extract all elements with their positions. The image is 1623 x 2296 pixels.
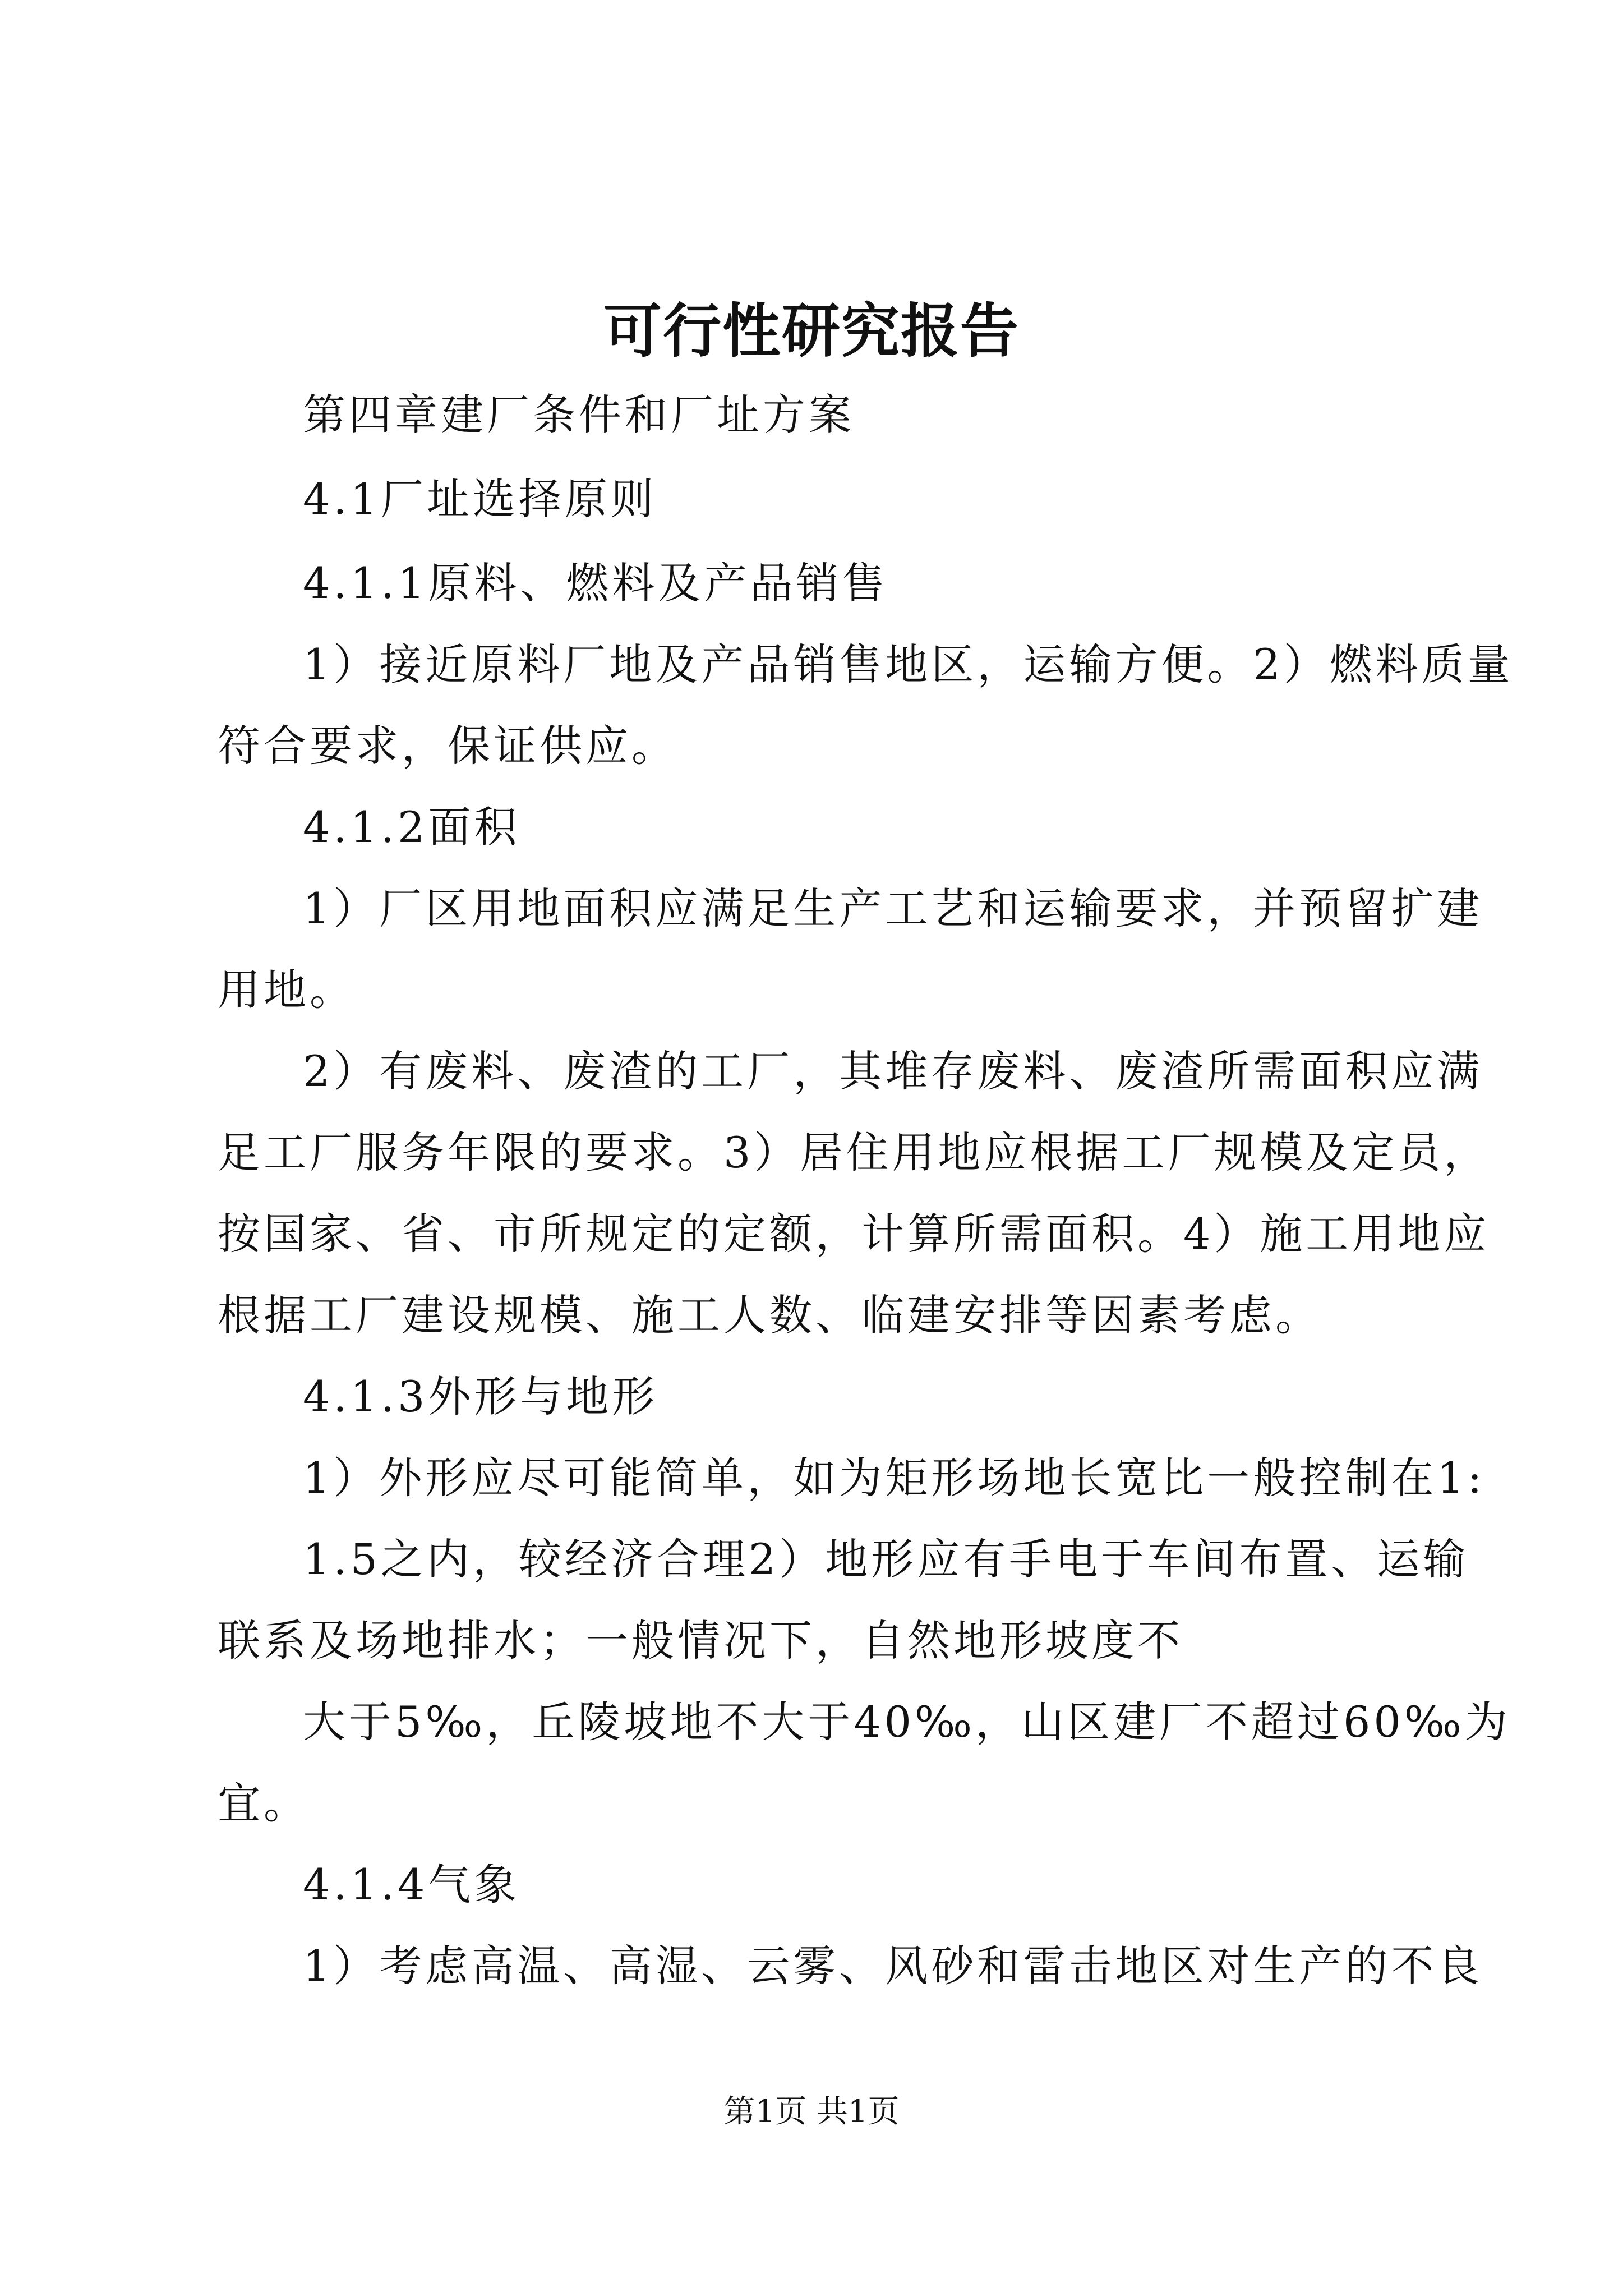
paragraph-line: 足工厂服务年限的要求。3）居住用地应根据工厂规模及定员， [218, 1128, 1490, 1177]
paragraph-line: 按国家、省、市所规定的定额，计算所需面积。4）施工用地应 [218, 1209, 1490, 1259]
paragraph-line: 大于5‰，丘陵坡地不大于40‰，山区建厂不超过60‰为 [303, 1697, 1511, 1747]
subsection-heading-4-1-1: 4.1.1原料、燃料及产品销售 [303, 558, 888, 608]
paragraph-line: 1）外形应尽可能简单，如为矩形场地长宽比一般控制在1: [303, 1453, 1486, 1503]
paragraph-line: 2）有废料、废渣的工厂，其堆存废料、废渣所需面积应满 [303, 1046, 1483, 1096]
paragraph-line: 1）考虑高温、高湿、云雾、风砂和雷击地区对生产的不良 [303, 1941, 1483, 1991]
paragraph-line: 宜。 [218, 1778, 310, 1828]
section-heading-4-1: 4.1厂址选择原则 [303, 474, 657, 524]
paragraph-line: 根据工厂建设规模、施工人数、临建安排等因素考虑。 [218, 1290, 1321, 1340]
page-footer: 第1页 共1页 [723, 2093, 900, 2130]
paragraph-line: 用地。 [218, 965, 356, 1015]
subsection-heading-4-1-3: 4.1.3外形与地形 [303, 1372, 658, 1421]
paragraph-line: 1）接近原料厂地及产品销售地区，运输方便。2）燃料质量 [303, 639, 1514, 689]
paragraph-line: 联系及场地排水；一般情况下，自然地形坡度不 [218, 1616, 1183, 1665]
subsection-heading-4-1-2: 4.1.2面积 [303, 802, 520, 852]
subsection-heading-4-1-4: 4.1.4气象 [303, 1860, 520, 1910]
paragraph-line: 1）厂区用地面积应满足生产工艺和运输要求，并预留扩建 [303, 884, 1483, 933]
document-title: 可行性研究报告 [603, 296, 1020, 365]
paragraph-line: 1.5之内，较经济合理2）地形应有手电于车间布置、运输 [303, 1534, 1469, 1584]
paragraph-line: 符合要求，保证供应。 [218, 721, 677, 771]
chapter-heading: 第四章建厂条件和厂址方案 [303, 390, 855, 440]
